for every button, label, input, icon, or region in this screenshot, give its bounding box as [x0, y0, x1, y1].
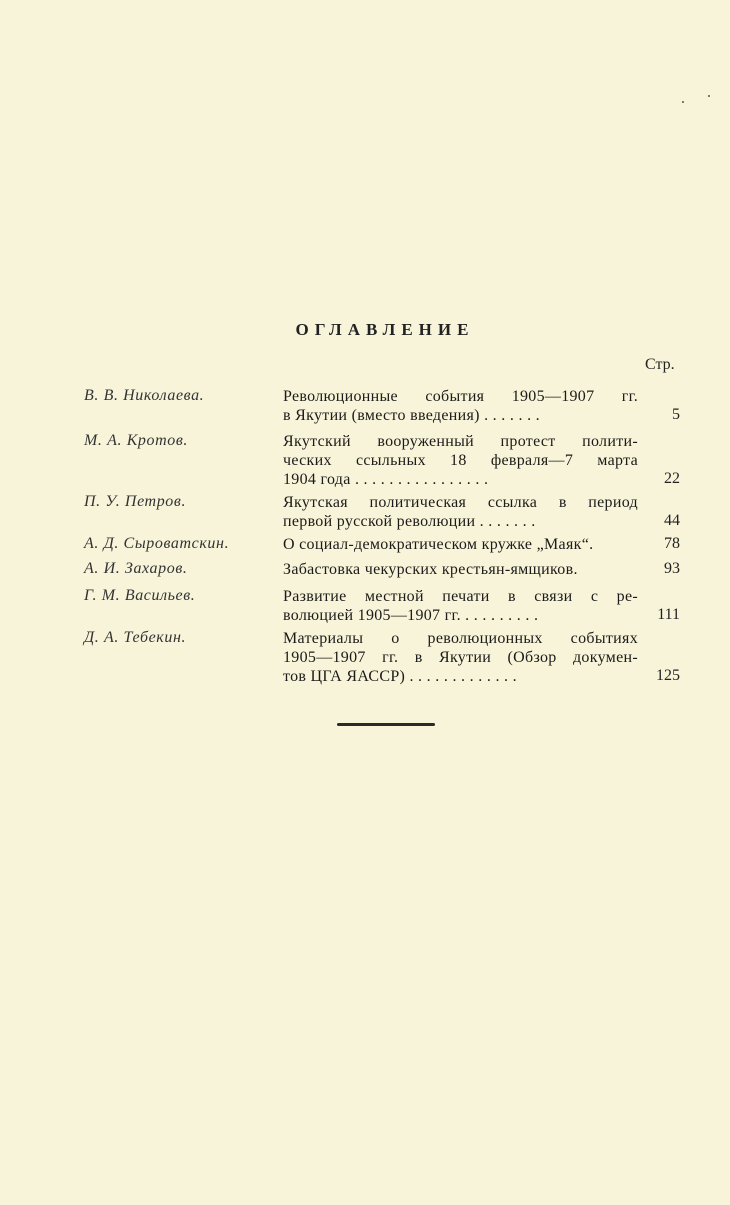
- entry-author: М. А. Кротов.: [84, 432, 189, 449]
- entry-title-line: Якутская политическая ссылка в период: [283, 494, 638, 511]
- toc-title: ОГЛАВЛЕНИЕ: [295, 320, 475, 339]
- entry-title-line: 1905—1907 гг. в Якутии (Обзор докумен-: [283, 649, 638, 666]
- page-column-header: Стр.: [645, 356, 675, 373]
- entry-title-line: Якутский вооруженный протест полити-: [283, 433, 638, 450]
- entry-title-line: О социал-демократическом кружке „Маяк“.: [283, 536, 594, 553]
- entry-title: [283, 387, 638, 425]
- entry-title-line: волюцией 1905—1907 гг. . . . . . . . . .: [283, 607, 539, 624]
- entry-title: [283, 629, 638, 686]
- entry-author: А. Д. Сыроватскин.: [84, 535, 230, 552]
- entry-title-line: Материалы о революционных событиях: [283, 630, 638, 647]
- entry-title: [283, 587, 638, 625]
- entry-page-number: 125: [656, 667, 680, 684]
- entry-title-line: 1904 года . . . . . . . . . . . . . . . .: [283, 471, 489, 488]
- entry-title: [283, 535, 638, 554]
- entry-title-line: ческих ссыльных 18 февраля—7 марта: [283, 452, 638, 469]
- entry-title: [283, 560, 638, 579]
- print-speck: [682, 101, 684, 103]
- entry-author: В. В. Николаева.: [84, 387, 205, 404]
- entry-title-line: Забастовка чекурских крестьян-ямщиков.: [283, 561, 578, 578]
- entry-author: А. И. Захаров.: [84, 560, 188, 577]
- entry-title-line: тов ЦГА ЯАССР) . . . . . . . . . . . . .: [283, 668, 517, 685]
- entry-author: П. У. Петров.: [84, 493, 187, 510]
- entry-title: [283, 493, 638, 531]
- entry-title-line: Революционные события 1905—1907 гг.: [283, 388, 638, 405]
- entry-page-number: 5: [672, 406, 680, 423]
- print-speck: [708, 95, 710, 97]
- entry-title-line: в Якутии (вместо введения) . . . . . . .: [283, 407, 540, 424]
- entry-author: Г. М. Васильев.: [84, 587, 196, 604]
- entry-author: Д. А. Тебекин.: [84, 629, 187, 646]
- entry-page-number: 78: [664, 535, 680, 552]
- entry-page-number: 22: [664, 470, 680, 487]
- entry-title-line: первой русской революции . . . . . . .: [283, 513, 536, 530]
- entry-title-line: Развитие местной печати в связи с ре-: [283, 588, 638, 605]
- end-rule: [337, 723, 435, 726]
- entry-title: [283, 432, 638, 489]
- entry-page-number: 111: [657, 606, 680, 623]
- entry-page-number: 44: [664, 512, 680, 529]
- entry-page-number: 93: [664, 560, 680, 577]
